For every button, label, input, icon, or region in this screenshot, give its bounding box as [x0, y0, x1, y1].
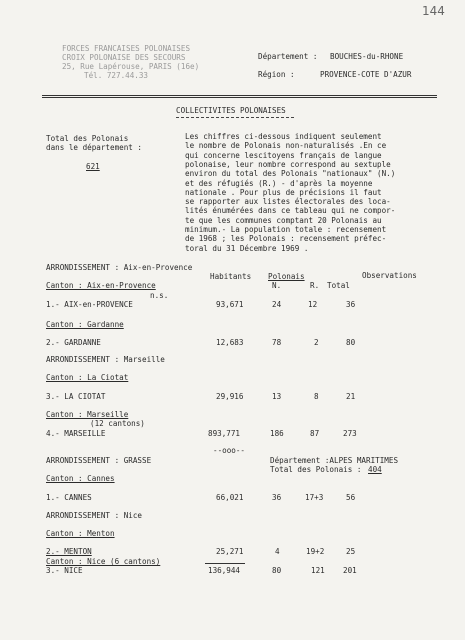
row-nice-total: 201 — [343, 566, 357, 575]
arrondissement-nice: ARRONDISSEMENT : Nice — [46, 511, 143, 520]
total-alpes-label: Total des Polonais : — [270, 465, 362, 474]
letterhead-line-2: CROIX POLONAISE DES SECOURS — [62, 53, 186, 62]
row-ciotat-habitants: 29,916 — [216, 392, 244, 401]
total-alpes-value: 404 — [368, 465, 382, 474]
intro-line: qui concerne lescitoyens français de langue — [185, 150, 382, 160]
intro-line: le nombre de Polonais non-naturalisés .En ce — [185, 141, 387, 151]
canton-menton: Canton : Menton — [46, 529, 115, 538]
total-label-2: dans le département : — [46, 143, 143, 152]
intro-line: lités énumérées dans ce tableau qui ne compor- — [185, 206, 396, 216]
intro-line: nationale . Pour plus de précisions il faut — [185, 187, 382, 197]
intro-line: te que les communes comptant 20 Polonais au — [185, 215, 382, 225]
row-gardanne-habitants: 12,683 — [216, 338, 244, 347]
sum-rule — [205, 563, 245, 564]
intro-line: Les chiffres ci-dessous indiquent seulement — [185, 132, 382, 141]
canton-gardanne: Canton : Gardanne — [46, 320, 124, 329]
row-menton-total: 25 — [346, 547, 356, 556]
col-r: R. — [310, 281, 320, 290]
row-cannes-habitants: 66,021 — [216, 493, 244, 502]
col-polonais: Polonais — [268, 272, 305, 281]
departement-label: Département : — [258, 52, 318, 61]
col-n: N. — [272, 281, 282, 290]
letterhead-line-1: FORCES FRANCAISES POLONAISES — [62, 44, 191, 53]
row-nice-r: 121 — [311, 566, 325, 575]
row-menton-habitants: 25,271 — [216, 547, 244, 556]
row-aix-total: 36 — [346, 300, 356, 309]
row-aix-name: 1.- AIX-en-PROVENCE — [46, 300, 133, 309]
row-menton-n: 4 — [275, 547, 280, 556]
canton-cannes: Canton : Cannes — [46, 474, 115, 483]
region-value: PROVENCE-COTE D'AZUR — [320, 70, 412, 79]
row-gardanne-total: 80 — [346, 338, 356, 347]
arrondissement-marseille: ARRONDISSEMENT : Marseille — [46, 355, 165, 364]
canton-ciotat: Canton : La Ciotat — [46, 373, 129, 382]
header-rule — [42, 95, 437, 96]
total-value: 621 — [86, 162, 100, 171]
total-label-1: Total des Polonais — [46, 134, 129, 143]
row-marseille-name: 4.- MARSEILLE — [46, 429, 106, 438]
row-cannes-n: 36 — [272, 493, 282, 502]
intro-line: toral du 31 Décembre 1969 . — [185, 243, 309, 253]
canton-aix-label: Canton : Aix-en-Provence — [46, 281, 156, 290]
row-aix-r: 12 — [308, 300, 318, 309]
row-nice-habitants: 136,944 — [208, 566, 241, 575]
row-ciotat-r: 8 — [314, 392, 319, 401]
row-cannes-total: 56 — [346, 493, 356, 502]
letterhead-line-4: Tél. 727.44.33 — [84, 71, 149, 80]
intro-line: de 1968 ; les Polonais : recensement préfec- — [185, 234, 387, 244]
col-observations: Observations — [362, 271, 417, 280]
departement-alpes: Département :ALPES MARITIMES — [270, 456, 399, 465]
intro-line: polonaise, leur nombre correspond au sextuple — [185, 159, 391, 169]
section-separator: --ooo-- — [213, 446, 246, 455]
row-gardanne-r: 2 — [314, 338, 319, 347]
departement-value: BOUCHES-du-RHONE — [330, 52, 404, 61]
row-menton-name: 2.- MENTON — [46, 547, 92, 556]
intro-line: et des réfugiés (R.) - d'après la moyenne — [185, 178, 373, 188]
header-rule-2 — [42, 97, 437, 98]
canton-marseille-sub: (12 cantons) — [90, 419, 145, 428]
row-nice-n: 80 — [272, 566, 282, 575]
row-nice-name: 3.- NICE — [46, 566, 83, 575]
letterhead-line-3: 25, Rue Lapérouse, PARIS (16e) — [62, 62, 200, 71]
arrondissement-grasse: ARRONDISSEMENT : GRASSE — [46, 456, 152, 465]
row-marseille-habitants: 893,771 — [208, 429, 241, 438]
row-gardanne-n: 78 — [272, 338, 282, 347]
row-cannes-r: 17+3 — [305, 493, 324, 502]
arrondissement-aix: ARRONDISSEMENT : Aix-en-Provence — [46, 263, 193, 272]
canton-nice: Canton : Nice (6 cantons) — [46, 557, 161, 566]
col-habitants: Habitants — [210, 272, 252, 281]
canton-aix-sub: n.s. — [150, 291, 169, 300]
row-marseille-total: 273 — [343, 429, 357, 438]
row-marseille-n: 186 — [270, 429, 284, 438]
region-label: Région : — [258, 70, 295, 79]
row-ciotat-name: 3.- LA CIOTAT — [46, 392, 106, 401]
intro-line: environ du total des Polonais "nationaux" (N.) — [185, 169, 396, 179]
row-gardanne-name: 2.- GARDANNE — [46, 338, 101, 347]
canton-aix — [46, 281, 156, 290]
canton-marseille: Canton : Marseille — [46, 410, 129, 419]
intro-line: se rapporter aux listes électorales des loca- — [185, 197, 391, 207]
row-cannes-name: 1.- CANNES — [46, 493, 92, 502]
row-menton-r: 19+2 — [306, 547, 325, 556]
document-title: COLLECTIVITES POLONAISES — [176, 106, 286, 115]
page-number: 144 — [422, 4, 445, 18]
title-underline — [176, 117, 294, 118]
row-aix-n: 24 — [272, 300, 282, 309]
row-aix-habitants: 93,671 — [216, 300, 244, 309]
col-total: Total — [327, 281, 350, 290]
intro-line: minimum.- La population totale : recensement — [185, 225, 387, 234]
row-ciotat-n: 13 — [272, 392, 282, 401]
row-marseille-r: 87 — [310, 429, 320, 438]
row-ciotat-total: 21 — [346, 392, 356, 401]
